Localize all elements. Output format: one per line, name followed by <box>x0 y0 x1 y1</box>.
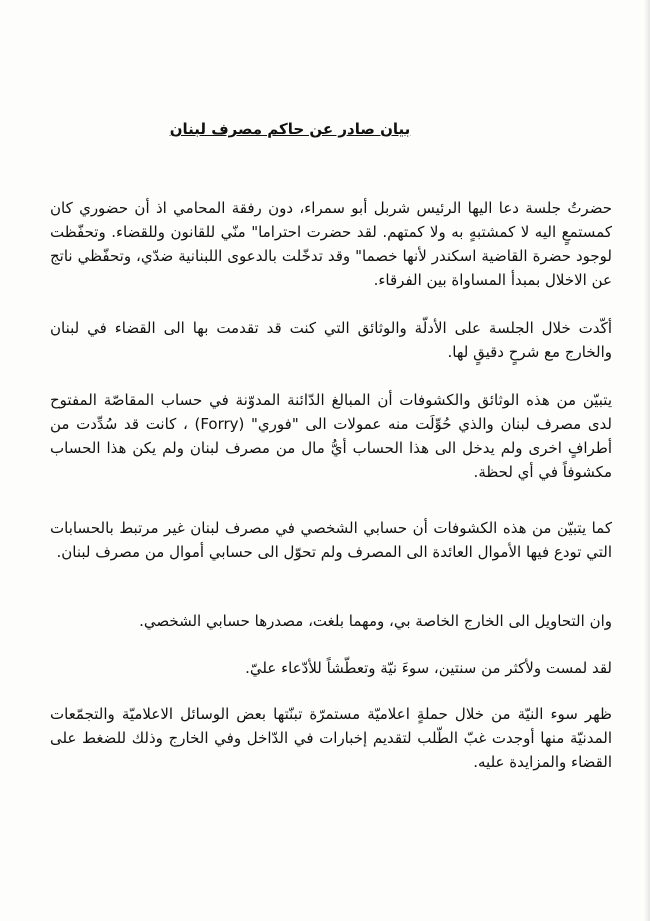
document-title: بيان صادر عن حاكم مصرف لبنان <box>169 120 411 138</box>
paragraph-transfers: وان التحاويل الى الخارج الخاصة بي، ومهما بلغت، مصدرها حسابي الشخصي. <box>139 612 612 630</box>
paragraph-media-campaign: ظهر سوء النيّة من خلال حملةٍ اعلاميّة مستمرّة تبنّتها بعض الوسائل الاعلاميّة والتجمّعات المدنيّة منها أوجدت غبّ الطّلب لتقديم إخبارات في الدّاخل وفي الخارج وذلك للضغط على القضاء والمزايدة عليه. <box>50 705 612 771</box>
page-edge-shadow <box>644 0 650 921</box>
paragraph-personal-account: كما يتبيّن من هذه الكشوفات أن حسابي الشخصي في مصرف لبنان غير مرتبط بالحسابات التي تودع فيها الأموال العائدة الى المصرف ولم تحوّل الى حسابي أموال من مصرف لبنان. <box>50 519 612 561</box>
paragraph-evidence: أكّدت خلال الجلسة على الأدلّة والوثائق التي كنت قد تقدمت بها الى القضاء في لبنان والخارج مع شرحٍ دقيقٍ لها. <box>50 319 612 361</box>
paragraph-bad-faith: لقد لمست ولأكثر من سنتين، سوءَ نيّة وتعطّشاً للأدّعاء عليّ. <box>245 659 612 677</box>
paragraph-clearing-account: يتبيّن من هذه الوثائق والكشوفات أن المبالغ الدّائنة المدوّنة في حساب المقاصّة المفتوح لدى مصرف لبنان والذي حُوِّلَت منه عمولات الى "فوري" (Forry) ، كانت قد سُدِّدت من أطرافٍ اخرى ولم يدخل الى هذا الحساب أيُّ مال من مصرف لبنان ولم يكن هذا الحساب مكشوفاً في أي لحظة. <box>50 391 613 481</box>
paragraph-attendance: حضرتُ جلسة دعا اليها الرئيس شربل أبو سمراء، دون رفقة المحامي اذ أن حضوري كان كمستمعٍ اليه لا كمشتبهٍ به ولا كمتهم. لقد حضرت احتراما" منّي للقانون وللقضاء. وتحفّظت لوجود حضرة القاضية اسكندر لأنها خصما" وقد تدخّلت بالدعوى اللبنانية ضدّي، وتحفّظي ناتج عن الاخلال بمبدأ المساواة بين الفرقاء. <box>50 199 612 289</box>
